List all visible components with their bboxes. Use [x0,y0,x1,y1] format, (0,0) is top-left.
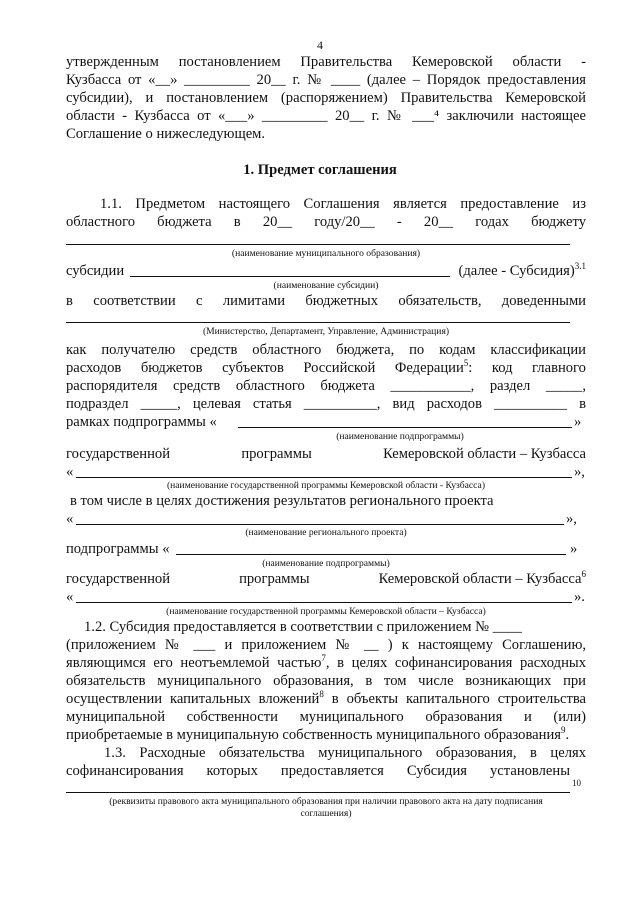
p13-line-2: софинансирования которых предоставляется Субсидия установлены [66,763,570,779]
caption-requisites-2: соглашения) [300,808,352,819]
sub2-left: подпрограммы « [66,541,170,557]
p12-line-5 [66,690,586,708]
subsidy-field-line [130,276,450,277]
caption-subsidy: (наименование субсидии) [273,280,379,291]
gp2-word-3-wrap [379,570,586,588]
p12-l7-a: приобретаемые в муниципальную собственность муниципального образования [66,727,561,743]
p12-line-4: обязательств муниципального образования, в том числе возникающих при [66,673,586,689]
intro-line-5: Соглашение о нижеследующем. [66,126,266,142]
footnote-ref: 8 [319,689,324,700]
intro-line-2: Кузбасса от «__» _________ 20__ г. № ____ (далее – Порядок предоставления [66,72,586,88]
municipality-field-line [66,244,570,245]
p11-rec-line-5 [66,413,586,431]
footnote-ref: 7 [321,653,326,664]
p12-l5-a: осуществлении капитальных вложений [66,691,320,707]
caption-gp-2: (наименование государственной программы Кемеровской области – Кузбасса) [166,606,486,617]
gp2-word-2: программы [239,571,310,587]
requisites-field-line [66,792,570,793]
section-title: 1. Предмет соглашения [243,162,397,178]
caption-subprogram: (наименование подпрограммы) [336,431,464,442]
p11-limits-line: в соответствии с лимитами бюджетных обязательств, доведенными [66,293,586,309]
caption-requisites-1: (реквизиты правового акта муниципального образования при наличии правового акта на дату подписания [109,796,543,807]
subsidy-left-text: субсидии [66,263,125,279]
page-number: 4 [317,38,323,52]
footnote-ref: 3.1 [574,261,586,272]
p11-rec-line-1: как получателю средств областного бюджета, по кодам классификации [66,342,586,358]
gp2-line [66,570,586,588]
intro-line-4: области - Кузбасса от «___» _________ 20__ г. № ___⁴ заключили настоящее [66,108,586,124]
p11-line-1: 1.1. Предметом настоящего Соглашения является предоставление из [100,196,586,212]
gp-word-3: Кемеровской области – Кузбасса [383,446,586,462]
project-field-line [76,524,564,525]
p12-l3-a: являющимся его неотъемлемой частью [66,655,322,671]
rec5-left: рамках подпрограммы « [66,414,217,430]
subsidy-right-text: (далее - Субсидия) [458,263,575,279]
caption-ministry: (Министерство, Департамент, Управление, Администрация) [202,326,450,337]
p12-line-6: муниципальной собственности муниципального образования и (или) [66,709,586,725]
ministry-field-line [66,322,570,323]
sub2-line [66,540,586,558]
footnote-ref: 6 [581,569,586,580]
p11-rec-line-3: распорядителя средств областного бюджета ___________, раздел _____, [66,378,586,394]
footnote-ref-10: 10 [572,778,581,788]
p12-line-1: 1.2. Субсидия предоставляется в соответствии с приложением № ____ [84,619,522,635]
project-open: « [66,511,74,527]
rec5-close: » [574,414,582,430]
intro-line-1: утвержденным постановлением Правительства Кемеровской области - [66,54,586,70]
gp-close: », [574,464,585,480]
p12-l5-b: в объекты капитального строительства [323,691,587,707]
footnote-ref: 9 [560,725,566,736]
gp2-close: ». [574,589,585,605]
p11-rec-line-2 [66,359,586,377]
intro-line-3: субсидии), и постановлением (распоряжением) Правительства Кемеровской [66,90,586,106]
p11-line-2: областного бюджета в 20__ году/20__ - 20__ годах бюджету [66,214,586,230]
gp-open: « [66,464,74,480]
p12-line-3 [66,654,586,672]
p12-line-2: (приложением № ___ и приложением № __ ) к настоящему Соглашению, [66,637,586,653]
caption-gp: (наименование государственной программы Кемеровской области - Кузбасса) [166,480,486,491]
p12-l7-b: . [565,727,570,743]
footnote-ref: 5 [463,358,469,369]
caption-municipality: (наименование муниципального образования) [231,248,421,259]
project-close: », [566,511,577,527]
gp2-open: « [66,589,74,605]
gp-word-2: программы [241,446,312,462]
gp2-field-line [76,602,572,603]
p13-line-1: 1.3. Расходные обязательства муниципального образования, в целях [104,745,586,761]
subprogram-field-line [238,427,572,428]
p11-rec-line-4: подраздел _____, целевая статья __________, вид расходов __________ в [66,396,586,412]
gp2-word-1: государственной [66,571,171,587]
gp-word-1: государственной [66,446,171,462]
caption-subprogram-2: (наименование подпрограммы) [262,558,390,569]
subsidy-right [455,262,586,280]
p12-line-7 [66,726,586,744]
gp-field-line [76,477,572,478]
caption-project: (наименование регионального проекта) [245,527,407,538]
rec2-text-b: : код главного [468,360,586,376]
gp2-word-3: Кемеровской области – Кузбасса [378,571,582,587]
p12-l3-b: , в целях софинансирования расходных [325,655,587,671]
project-line: в том числе в целях достижения результатов регионального проекта [70,493,494,509]
sub2-field-line [176,554,566,555]
gp-line [66,445,586,463]
rec2-text-a: расходов бюджетов субъектов Российской Федерации [66,360,464,376]
sub2-close: » [570,541,578,557]
